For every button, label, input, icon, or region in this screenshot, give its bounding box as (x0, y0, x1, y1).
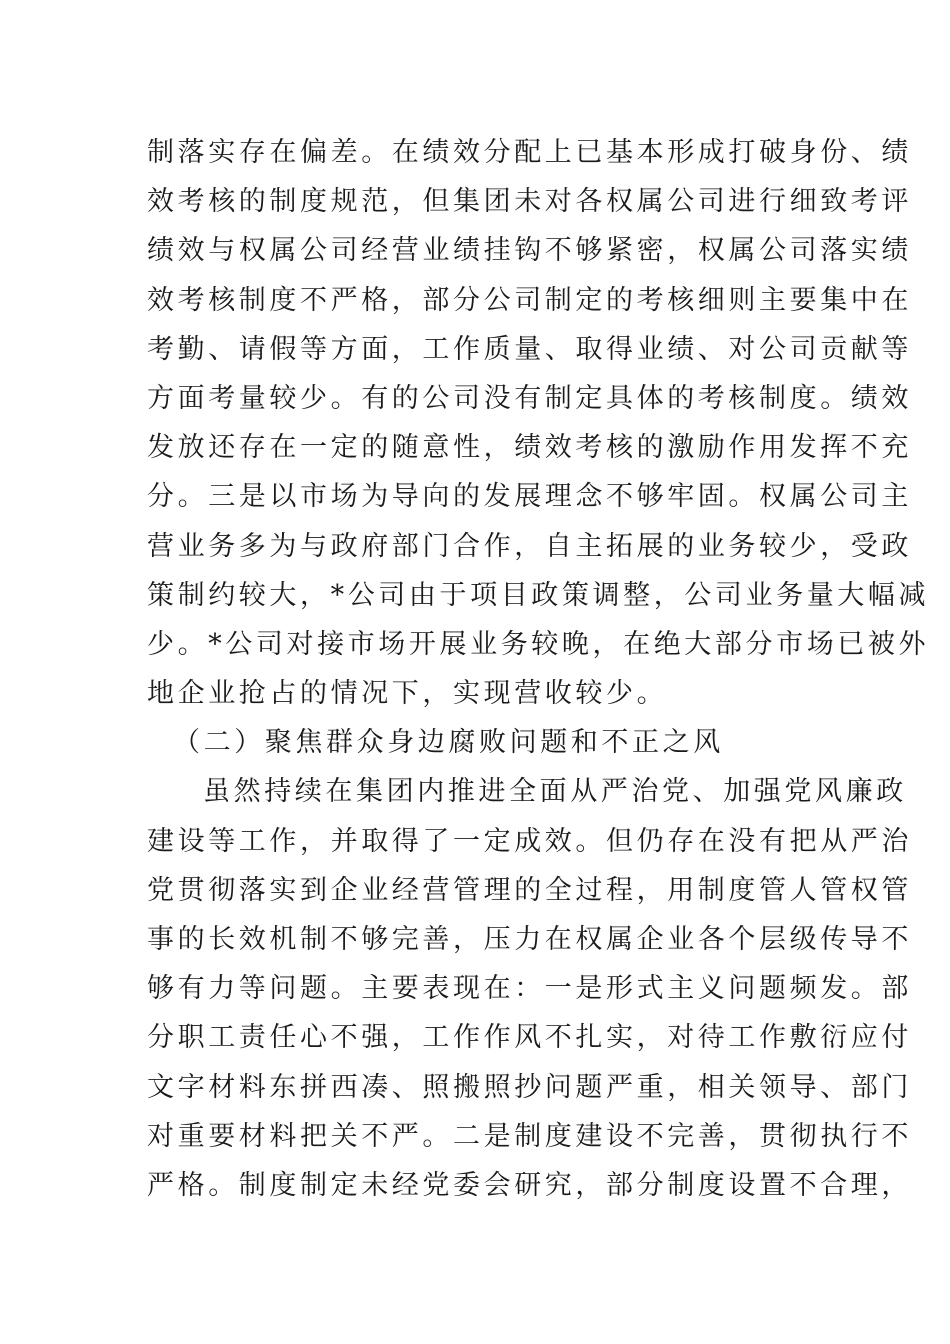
text-line: 分。三是以市场为导向的发展理念不够牢固。权属公司主 (147, 481, 912, 513)
text-line: 够有力等问题。主要表现在：一是形式主义问题频发。部 (147, 973, 912, 1005)
text-line: 严格。制度制定未经党委会研究，部分制度设置不合理， (147, 1169, 912, 1201)
text-line: 分职工责任心不强，工作作风不扎实，对待工作敷衍应付 (147, 1022, 912, 1054)
text-line: 事的长效机制不够完善，压力在权属企业各个层级传导不 (147, 924, 912, 955)
text-line: 效考核制度不严格，部分公司制定的考核细则主要集中在 (147, 284, 912, 316)
text-line: 策制约较大，*公司由于项目政策调整，公司业务量大幅减 (147, 579, 930, 611)
section-heading: （二）聚焦群众身边腐败问题和不正之风 (173, 727, 724, 759)
text-line: 制落实存在偏差。在绩效分配上已基本形成打破身份、绩 (147, 137, 912, 168)
text-line: 方面考量较少。有的公司没有制定具体的考核制度。绩效 (147, 382, 912, 414)
paragraph-first-line: 虽然持续在集团内推进全面从严治党、加强党风廉政 (203, 776, 907, 808)
text-line: 绩效与权属公司经营业绩挂钩不够紧密，权属公司落实绩 (147, 235, 912, 267)
text-line: 建设等工作，并取得了一定成效。但仍存在没有把从严治 (147, 825, 912, 857)
text-line: 地企业抢占的情况下，实现营收较少。 (147, 678, 668, 710)
text-line: 营业务多为与政府部门合作，自主拓展的业务较少，受政 (147, 530, 912, 562)
text-line: 效考核的制度规范，但集团未对各权属公司进行细致考评 (147, 186, 912, 218)
body-text (147, 128, 930, 1210)
text-line: 对重要材料把关不严。二是制度建设不完善，贯彻执行不 (147, 1120, 912, 1152)
text-line: 少。*公司对接市场开展业务较晚，在绝大部分市场已被外 (147, 628, 930, 660)
text-line: 考勤、请假等方面，工作质量、取得业绩、对公司贡献等 (147, 333, 912, 365)
text-line: 发放还存在一定的随意性，绩效考核的激励作用发挥不充 (147, 432, 912, 464)
text-line: 党贯彻落实到企业经营管理的全过程，用制度管人管权管 (147, 874, 912, 906)
text-line: 文字材料东拼西凑、照搬照抄问题严重，相关领导、部门 (147, 1071, 912, 1103)
